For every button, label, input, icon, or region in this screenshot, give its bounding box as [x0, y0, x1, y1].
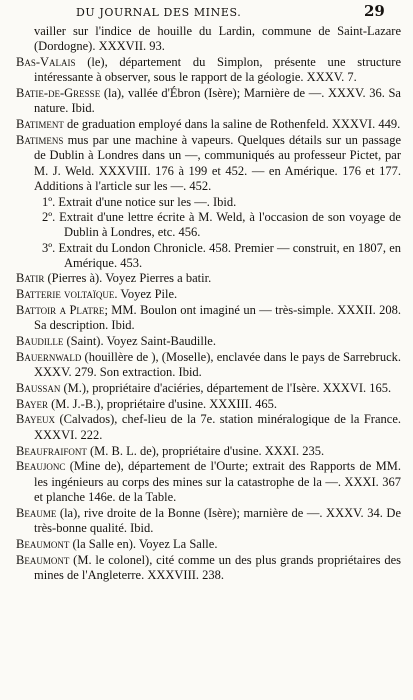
entry-head: Batiment [16, 117, 64, 132]
index-entry: Baussan (M.), propriétaire d'aciéries, département de l'Isère. XXXVI. 165. [16, 380, 392, 395]
entry-head: Bas-Valais [16, 55, 76, 70]
index-entry: Batie-de-Gresse (la), vallée d'Ébron (Isère); Marnière de —. XXXV. 36. Sa nature. Ibid. [16, 86, 401, 116]
entry-head: Beaumont [16, 552, 70, 567]
page-header [0, 2, 413, 24]
index-entries [16, 24, 401, 584]
index-entry: Batir (Pierres à). Voyez Pierres a batir. [16, 271, 212, 286]
entry-head: Bayeux [16, 412, 56, 427]
entry-head: Batie-de-Gresse [16, 86, 101, 101]
running-title: DU JOURNAL DES MINES. [76, 6, 242, 19]
entry-head: Beaume [16, 505, 57, 520]
index-entry: Bayeux (Calvados), chef-lieu de la 7e. station minéralogique de la France. XXXVI. 222. [16, 412, 401, 442]
index-subentry: 3º. Extrait du London Chronicle. 458. Premier — construit, en 1807, en Amérique. 453. [42, 240, 401, 270]
index-entry: Beaume (la), rive droite de la Bonne (Isère); marnière de —. XXXV. 34. De très-bonne qualité. Ibid. [16, 505, 401, 535]
entry-head: Baudille [16, 333, 64, 348]
entry-head: Bauernwald [16, 349, 82, 364]
index-entry: Bauernwald (houillère de ), (Moselle), enclavée dans le pays de Sarrebruck. XXXV. 279. Son extraction. Ibid. [16, 349, 401, 380]
entry-head: Batterie voltaïque [16, 287, 115, 302]
entry-head: Baussan [16, 380, 61, 395]
index-entry: Baudille (Saint). Voyez Saint-Baudille. [16, 333, 216, 348]
index-entry: Batterie voltaïque. Voyez Pile. [16, 287, 178, 302]
index-entry: Beaumont (M. le colonel), cité comme un des plus grands propriétaires des mines de l'Angleterre. XXXVIII. 238. [16, 552, 401, 582]
index-entry: vailler sur l'indice de houille du Lardin, commune de Saint-Lazare (Dordogne). XXXVII. 93. [34, 24, 401, 54]
index-entry: Bas-Valais (le), département du Simplon, présente une structure intéressante à observer, sous le rapport de la géologie. XXXV. 7. [16, 55, 401, 85]
entry-head: Batir [16, 271, 45, 286]
index-entry: Battoir a Platre; MM. Boulon ont imaginé un — très-simple. XXXII. 208. Sa description. Ibid. [16, 302, 402, 333]
index-entry: Bayer (M. J.-B.), propriétaire d'usine. XXXIII. 465. [16, 396, 277, 411]
entry-head: Beaufraifont [16, 443, 87, 458]
page-number: 29 [364, 2, 385, 20]
entry-head: Beaumont [16, 536, 70, 551]
index-entry: Batiment de graduation employé dans la saline de Rothenfeld. XXXVI. 449. [16, 117, 401, 132]
entry-head: Battoir a Platre [16, 302, 105, 317]
index-entry: Beaumont (la Salle en). Voyez La Salle. [16, 536, 218, 551]
index-subentry: 2º. Extrait d'une lettre écrite à M. Weld, à l'occasion de son voyage de Dublin à Londres, etc. 456. [42, 210, 401, 240]
entry-head: Batimens [16, 133, 64, 148]
entry-head: Beaujonc [16, 459, 66, 474]
index-subentry: 1º. Extrait d'une notice sur les —. Ibid. [42, 194, 237, 209]
index-entry: Beaufraifont (M. B. L. de), propriétaire d'usine. XXXI. 235. [16, 443, 325, 458]
entry-head: Bayer [16, 396, 49, 411]
index-entry: Batimens mus par une machine à vapeurs. Quelques détails sur un passage de Dublin à Londres dans un —, communiqués au professeur Pictet, par M. J. Weld. XXXVIII. 176 à 199 et 452. — en Amérique. 176 et 177. Additions à l'article sur les —. 452. [16, 133, 401, 193]
index-entry: Beaujonc (Mine de), département de l'Ourte; extrait des Rapports de MM. les ingénieurs au corps des mines sur la catastrophe de la —. XXXI. 367 et planche 146e. de la Table. [16, 459, 401, 504]
